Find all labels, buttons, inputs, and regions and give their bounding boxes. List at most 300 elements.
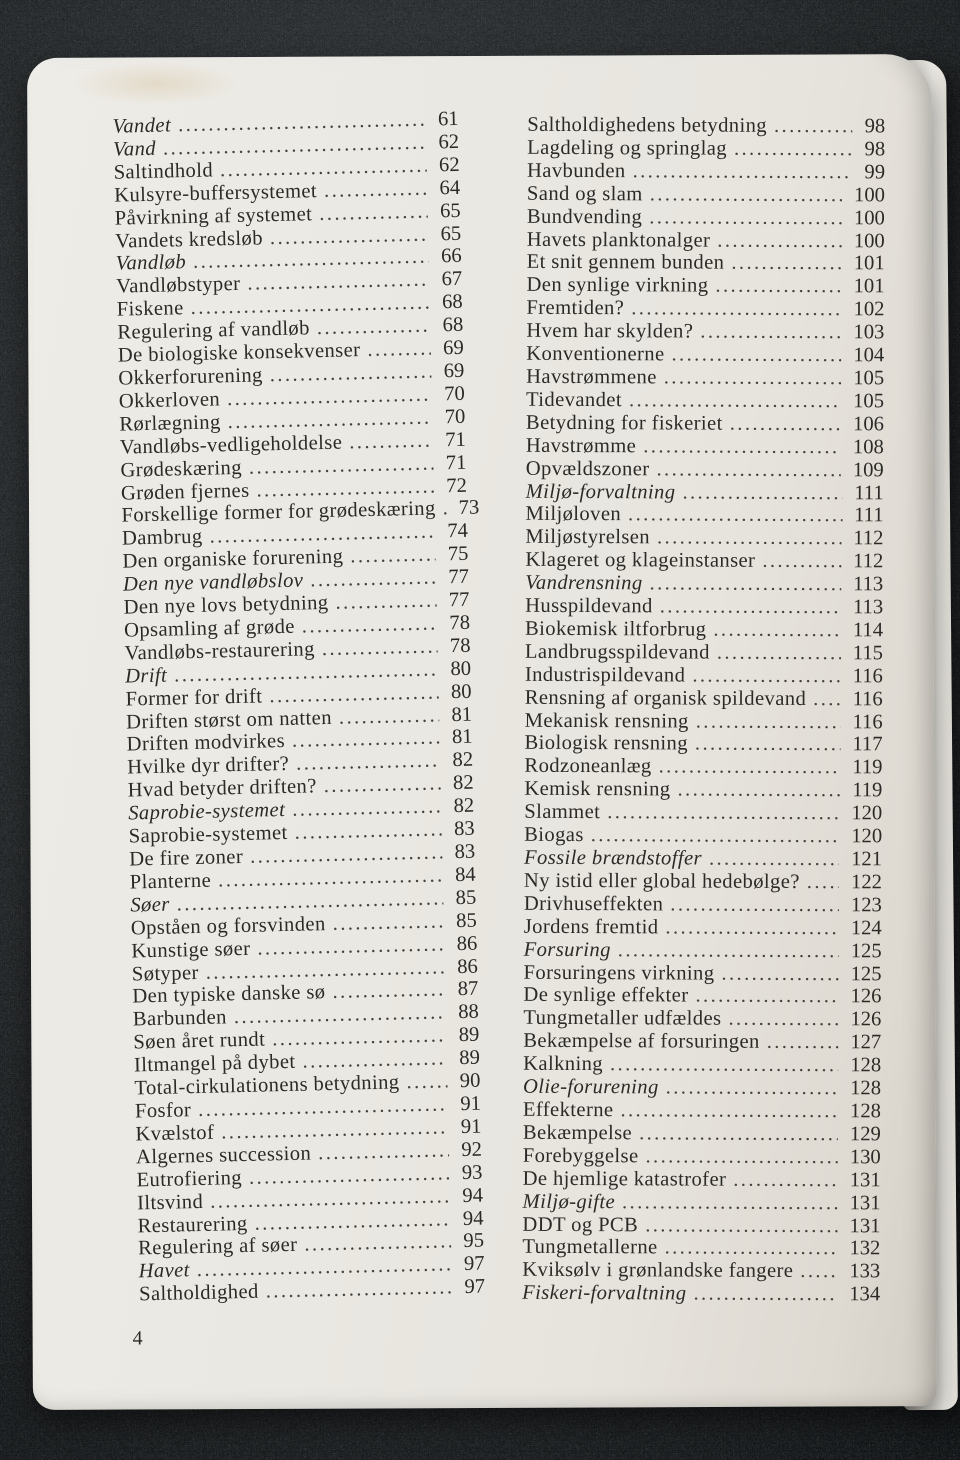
toc-leader-dots xyxy=(610,1053,838,1077)
toc-entry-page-number: 93 xyxy=(461,1161,483,1184)
toc-entry-label: Tungmetallerne xyxy=(522,1236,658,1259)
toc-leader-dots xyxy=(717,641,841,664)
toc-entry xyxy=(523,1122,881,1146)
toc-entry-label: Hvilke dyr drifter? xyxy=(126,753,290,779)
toc-entry-page-number: 114 xyxy=(852,619,884,642)
toc-leader-dots xyxy=(591,824,840,848)
toc-entry-page-number: 82 xyxy=(452,749,474,772)
toc-leader-dots xyxy=(660,595,841,619)
toc-entry-label: Miljøloven xyxy=(525,503,622,526)
toc-leader-dots xyxy=(367,338,431,362)
toc-entry-label: Dambrug xyxy=(121,526,203,550)
toc-entry-page-number: 85 xyxy=(455,886,477,909)
toc-entry-label: Eutrofiering xyxy=(136,1166,243,1192)
toc-entry-label: Betydning for fiskeriet xyxy=(525,411,723,435)
toc-entry-page-number: 101 xyxy=(853,275,885,298)
toc-entry-label: Forsuringens virkning xyxy=(523,961,715,985)
toc-entry xyxy=(524,893,882,917)
toc-entry-page-number: 116 xyxy=(852,664,883,688)
toc-entry-label: Hvad betyder driften? xyxy=(127,775,318,802)
toc-leader-dots xyxy=(670,893,839,917)
toc-leader-dots xyxy=(734,138,853,161)
toc-entry-label: Biogas xyxy=(524,823,584,847)
toc-leader-dots xyxy=(762,550,841,573)
toc-entry xyxy=(526,389,884,413)
toc-entry xyxy=(526,434,884,458)
toc-entry xyxy=(523,1030,881,1054)
toc-entry-page-number: 128 xyxy=(850,1077,882,1100)
toc-entry-label: Havbunden xyxy=(527,159,626,183)
toc-entry-label: Iltsvind xyxy=(136,1190,204,1215)
toc-entry xyxy=(523,1145,881,1169)
toc-leader-dots xyxy=(733,1168,838,1191)
toc-entry-page-number: 109 xyxy=(852,458,884,481)
toc-entry xyxy=(524,916,882,940)
toc-entry-page-number: 94 xyxy=(462,1184,484,1207)
toc-entry-page-number: 82 xyxy=(453,794,475,818)
toc-leader-dots xyxy=(728,1008,838,1031)
toc-entry-page-number: 100 xyxy=(853,229,885,252)
toc-entry-page-number: 128 xyxy=(850,1100,882,1123)
toc-entry-page-number: 117 xyxy=(852,733,883,756)
toc-leader-dots xyxy=(664,366,842,390)
toc-leader-dots xyxy=(692,664,840,688)
toc-leader-dots xyxy=(717,229,842,252)
toc-entry-label: Sand og slam xyxy=(526,182,643,206)
toc-entry-label: Lagdeling og springlag xyxy=(527,136,728,160)
toc-entry-label: Olie-forurening xyxy=(523,1075,659,1099)
toc-leader-dots xyxy=(620,1099,838,1123)
toc-entry-label: Barbunden xyxy=(132,1006,228,1031)
toc-entry-page-number: 99 xyxy=(864,161,886,184)
toc-entry xyxy=(523,1167,881,1191)
toc-leader-dots xyxy=(665,916,839,940)
toc-entry-page-number: 83 xyxy=(454,840,476,864)
toc-entry xyxy=(523,1076,881,1100)
toc-entry-page-number: 87 xyxy=(457,978,479,1001)
toc-entry-page-number: 122 xyxy=(851,871,883,894)
toc-entry-page-number: 71 xyxy=(444,428,467,451)
toc-leader-dots xyxy=(645,1145,837,1169)
toc-leader-dots xyxy=(696,710,841,734)
toc-entry-page-number: 125 xyxy=(850,939,882,962)
toc-entry-page-number: 116 xyxy=(852,710,883,733)
toc-entry-page-number: 112 xyxy=(853,527,884,550)
toc-entry xyxy=(526,480,884,504)
toc-leader-dots xyxy=(650,183,842,207)
toc-entry xyxy=(527,183,885,207)
toc-entry-label: Kulsyre-buffersystemet xyxy=(113,179,318,207)
toc-entry-page-number: 106 xyxy=(853,413,885,436)
toc-entry xyxy=(525,526,883,550)
toc-entry-label: Regulering af søer xyxy=(137,1234,298,1260)
toc-entry-page-number: 90 xyxy=(459,1069,481,1093)
toc-leader-dots xyxy=(304,1231,452,1257)
toc-entry-page-number: 131 xyxy=(849,1191,881,1214)
toc-leader-dots xyxy=(657,527,841,551)
toc-entry-label: Total-cirkulationens betydning xyxy=(134,1071,400,1100)
toc-leader-dots xyxy=(302,1048,447,1074)
toc-entry-page-number: 82 xyxy=(452,771,474,795)
toc-entry xyxy=(526,343,884,367)
toc-entry-label: Fosfor xyxy=(134,1099,192,1123)
toc-entry-page-number: 64 xyxy=(439,176,461,200)
toc-entry xyxy=(526,457,884,481)
toc-entry-page-number: 65 xyxy=(439,199,461,222)
toc-entry-page-number: 69 xyxy=(442,336,465,360)
toc-entry xyxy=(525,572,883,596)
toc-entry-label: Hvem har skylden? xyxy=(526,319,694,343)
toc-entry xyxy=(523,1007,881,1031)
toc-entry-label: Miljøstyrelsen xyxy=(525,526,651,549)
toc-entry-label: Bundvending xyxy=(526,205,643,228)
toc-entry-label: Tidevandet xyxy=(526,388,623,412)
toc-entry-page-number: 66 xyxy=(440,245,462,268)
toc-entry xyxy=(524,755,882,779)
toc-entry xyxy=(525,686,883,710)
toc-entry-page-number: 111 xyxy=(854,481,884,504)
toc-entry xyxy=(523,1053,881,1077)
toc-leader-dots xyxy=(322,635,439,661)
toc-entry xyxy=(525,595,883,619)
toc-leader-dots xyxy=(645,1214,837,1238)
toc-entry xyxy=(524,824,882,848)
toc-entry xyxy=(524,847,882,871)
toc-entry xyxy=(527,160,885,184)
toc-entry xyxy=(527,274,885,298)
toc-entry-label: Forebyggelse xyxy=(522,1144,639,1168)
toc-entry-page-number: 68 xyxy=(441,291,463,314)
toc-leader-dots xyxy=(335,590,437,615)
toc-entry-label: Forskellige former for grødeskæring xyxy=(121,497,436,528)
toc-entry-label: Husspildevand xyxy=(525,594,653,618)
toc-entry xyxy=(525,732,883,756)
toc-entry-page-number: 125 xyxy=(850,962,882,985)
toc-leader-dots xyxy=(800,1260,837,1283)
toc-entry-page-number: 94 xyxy=(462,1207,484,1230)
toc-entry-page-number: 75 xyxy=(447,542,469,566)
toc-entry-label: Grøden fjernes xyxy=(120,479,250,505)
toc-entry-page-number: 130 xyxy=(849,1145,881,1169)
toc-entry-page-number: 126 xyxy=(850,985,882,1008)
toc-entry-label: Vandløbs-restaurering xyxy=(124,638,316,665)
toc-entry-label: Effekterne xyxy=(522,1098,614,1122)
toc-entry-page-number: 97 xyxy=(464,1275,486,1299)
toc-entry-page-number: 116 xyxy=(852,687,883,711)
toc-entry xyxy=(526,503,884,527)
toc-entry-page-number: 91 xyxy=(460,1115,482,1138)
toc-entry-page-number: 86 xyxy=(456,932,478,955)
toc-entry-page-number: 124 xyxy=(850,916,882,940)
toc-leader-dots xyxy=(310,567,437,593)
toc-entry-page-number: 101 xyxy=(853,252,885,275)
toc-leader-dots xyxy=(774,115,853,138)
toc-entry-page-number: 131 xyxy=(849,1168,881,1192)
toc-entry-page-number: 80 xyxy=(450,657,472,680)
toc-entry-label: DDT og PCB xyxy=(522,1213,639,1236)
toc-entry-page-number: 126 xyxy=(850,1008,882,1031)
toc-entry-page-number: 131 xyxy=(849,1214,881,1237)
toc-entry-page-number: 78 xyxy=(449,634,471,658)
toc-columns xyxy=(27,54,936,1307)
toc-entry xyxy=(527,228,885,252)
toc-entry-label: Opvældszoner xyxy=(525,457,650,480)
toc-entry-page-number: 67 xyxy=(441,268,463,291)
toc-leader-dots xyxy=(633,160,853,184)
toc-entry-label: Former for drift xyxy=(125,685,263,711)
toc-entry-label: Vandløbs-vedligeholdelse xyxy=(119,431,343,459)
toc-entry-page-number: 65 xyxy=(440,222,462,245)
toc-leader-dots xyxy=(406,1070,448,1094)
toc-leader-dots xyxy=(682,481,842,505)
toc-entry xyxy=(524,938,882,962)
toc-entry-label: Rørlægning xyxy=(119,411,221,436)
toc-entry-label: Saltholdighed xyxy=(138,1280,259,1306)
toc-entry xyxy=(523,1099,881,1123)
toc-entry-page-number: 84 xyxy=(454,863,476,887)
toc-leader-dots xyxy=(731,252,841,275)
toc-leader-dots xyxy=(730,412,841,435)
toc-entry xyxy=(525,709,883,733)
toc-leader-dots xyxy=(659,756,841,780)
toc-entry-page-number: 102 xyxy=(853,298,885,321)
toc-entry-label: Bekæmpelse xyxy=(522,1121,633,1145)
toc-entry-label: Kemisk rensning xyxy=(524,778,671,801)
toc-entry xyxy=(525,664,883,688)
toc-entry-label: Havstrømmene xyxy=(526,365,657,389)
toc-leader-dots xyxy=(721,962,838,985)
toc-entry-label: Industrispildevand xyxy=(524,663,686,687)
toc-entry-label: De hjemlige katastrofer xyxy=(522,1167,727,1191)
toc-leader-dots xyxy=(350,544,436,569)
toc-entry-label: Iltmangel på dybet xyxy=(133,1050,296,1077)
toc-entry-page-number: 83 xyxy=(453,817,475,841)
toc-entry-label: Forsuring xyxy=(523,938,611,961)
toc-entry-label: Saltholdighedens betydning xyxy=(527,113,768,137)
toc-entry-page-number: 103 xyxy=(853,321,885,344)
toc-leader-dots xyxy=(324,773,442,799)
toc-entry-label: Kalkning xyxy=(523,1052,604,1076)
toc-leader-dots xyxy=(292,796,442,822)
toc-entry xyxy=(524,801,882,825)
toc-entry-label: Mekanisk rensning xyxy=(524,709,689,733)
toc-entry-page-number: 113 xyxy=(853,573,884,596)
toc-entry-label: Ny istid eller global hedebølge? xyxy=(523,869,800,893)
toc-leader-dots xyxy=(607,801,839,825)
toc-entry xyxy=(527,251,885,275)
toc-entry-label: Miljø-forvaltning xyxy=(525,480,676,503)
toc-leader-dots xyxy=(296,750,441,776)
toc-entry-label: Algernes succession xyxy=(135,1142,312,1169)
toc-entry-label: Fossile brændstoffer xyxy=(524,846,703,870)
toc-entry xyxy=(527,205,885,229)
toc-leader-dots xyxy=(628,504,842,528)
toc-entry-label: Vandet xyxy=(112,114,172,138)
toc-entry-label: Opsamling af grøde xyxy=(123,615,296,642)
toc-entry-page-number: 115 xyxy=(852,642,884,665)
toc-entry-label: Havet xyxy=(138,1259,191,1283)
toc-entry xyxy=(523,984,881,1008)
toc-entry-label: Klageret og klageinstanser xyxy=(525,549,756,573)
toc-leader-dots xyxy=(666,1076,839,1100)
toc-entry-label: Regulering af vandløb xyxy=(117,317,311,344)
toc-entry-label: Driften størst om natten xyxy=(125,706,333,734)
toc-entry-page-number: 70 xyxy=(444,405,466,429)
toc-entry-label: Tungmetaller udfældes xyxy=(523,1007,722,1030)
toc-entry-label: Opståen og forsvinden xyxy=(130,912,326,940)
toc-leader-dots xyxy=(339,704,440,729)
toc-entry-page-number: 89 xyxy=(459,1046,481,1070)
toc-leader-dots xyxy=(324,177,428,202)
toc-entry xyxy=(527,114,885,138)
toc-entry-page-number: 113 xyxy=(852,596,884,619)
toc-entry-label: Saltindhold xyxy=(113,159,214,184)
toc-entry-label: De biologiske konsekvenser xyxy=(117,339,361,367)
toc-entry-page-number: 77 xyxy=(448,565,470,589)
toc-entry-label: De fire zoner xyxy=(129,845,244,871)
toc-entry xyxy=(522,1282,880,1306)
toc-entry-page-number: 123 xyxy=(850,894,882,917)
toc-entry xyxy=(522,1259,880,1283)
toc-entry-page-number: 128 xyxy=(850,1054,882,1077)
toc-entry-label: Drivhuseffekten xyxy=(523,892,664,916)
toc-entry xyxy=(526,366,884,390)
toc-leader-dots xyxy=(631,298,841,322)
toc-entry-page-number: 132 xyxy=(849,1237,881,1260)
toc-leader-dots xyxy=(693,1283,837,1307)
toc-entry-label: De synlige effekter xyxy=(523,984,689,1007)
toc-entry-page-number: 120 xyxy=(851,802,883,825)
toc-entry-label: Søen året rundt xyxy=(133,1028,266,1054)
toc-entry-page-number: 88 xyxy=(457,1000,480,1024)
toc-entry-page-number: 81 xyxy=(451,726,473,749)
toc-left-column xyxy=(112,108,485,1307)
toc-entry-page-number: 69 xyxy=(443,359,465,383)
toc-entry xyxy=(524,778,882,802)
toc-entry-page-number: 81 xyxy=(451,703,473,726)
toc-entry xyxy=(525,549,883,573)
toc-entry-label: Kunstige søer xyxy=(131,937,251,963)
toc-entry-label: Miljø-gifte xyxy=(522,1190,616,1213)
toc-entry-page-number: 80 xyxy=(450,680,472,703)
toc-entry-label: Søtyper xyxy=(131,961,199,986)
toc-entry-label: Rensning af organisk spildevand xyxy=(524,686,807,710)
toc-entry-page-number: 100 xyxy=(853,206,885,229)
toc-entry-page-number: 71 xyxy=(445,451,467,474)
toc-entry-label: Saprobie-systemet xyxy=(127,799,286,825)
toc-entry-label: Havets planktonalger xyxy=(526,228,711,252)
toc-leader-dots xyxy=(713,619,841,642)
toc-entry-page-number: 72 xyxy=(446,474,468,497)
toc-entry-label: Den typiske danske sø xyxy=(132,981,326,1008)
toc-entry-label: Søer xyxy=(130,893,170,917)
toc-leader-dots xyxy=(671,343,841,367)
toc-entry-page-number: 108 xyxy=(852,435,884,459)
toc-entry-label: Okkerforurening xyxy=(118,364,263,390)
toc-entry-label: Fremtiden? xyxy=(526,297,625,320)
toc-entry-label: Landbrugsspildevand xyxy=(524,640,710,664)
toc-entry-page-number: 105 xyxy=(853,367,885,390)
toc-entry-page-number: 86 xyxy=(456,955,479,978)
toc-leader-dots xyxy=(656,458,840,482)
toc-entry xyxy=(527,137,885,161)
toc-entry-page-number: 74 xyxy=(447,520,469,543)
toc-entry-page-number: 134 xyxy=(849,1283,881,1306)
toc-leader-dots xyxy=(767,1031,839,1054)
toc-entry-page-number: 119 xyxy=(852,779,883,802)
toc-entry-page-number: 119 xyxy=(852,756,883,779)
toc-entry xyxy=(525,641,883,665)
toc-entry-label: Vandets kredsløb xyxy=(114,226,264,253)
toc-entry xyxy=(526,297,884,321)
toc-entry-label: Vand xyxy=(112,137,157,161)
page-folio: 4 xyxy=(132,1327,143,1350)
toc-leader-dots xyxy=(265,1277,452,1304)
toc-leader-dots xyxy=(349,429,434,454)
toc-entry xyxy=(526,412,884,436)
toc-leader-dots xyxy=(318,1139,450,1165)
toc-leader-dots xyxy=(665,1237,838,1261)
toc-entry-page-number: 111 xyxy=(854,504,884,527)
toc-leader-dots xyxy=(643,435,841,459)
toc-entry-page-number: 77 xyxy=(448,588,470,612)
toc-entry-label: Fiskene xyxy=(116,297,184,321)
toc-entry-page-number: 70 xyxy=(443,382,466,406)
toc-entry-label: Biologisk rensning xyxy=(524,732,688,755)
toc-entry-page-number: 85 xyxy=(455,909,477,932)
toc-leader-dots xyxy=(695,733,841,757)
toc-leader-dots xyxy=(629,389,841,413)
toc-entry-label: Jordens fremtid xyxy=(523,915,659,939)
toc-leader-dots xyxy=(442,498,447,521)
toc-leader-dots xyxy=(700,321,841,345)
toc-entry xyxy=(525,618,883,642)
toc-entry-label: Grødeskæring xyxy=(120,456,243,482)
toc-entry-page-number: 62 xyxy=(438,153,460,177)
toc-entry-page-number: 98 xyxy=(864,115,886,138)
toc-leader-dots xyxy=(622,1191,838,1215)
toc-leader-dots xyxy=(302,612,438,638)
toc-entry-label: Vandløb xyxy=(115,251,187,276)
toc-entry-label: Den nye vandløbslov xyxy=(122,569,304,596)
toc-entry xyxy=(523,1190,881,1214)
toc-leader-dots xyxy=(715,275,841,298)
toc-entry-label: Konventionerne xyxy=(526,342,665,366)
toc-entry-label: Planterne xyxy=(129,869,212,894)
toc-entry-label: Den synlige virkning xyxy=(526,274,709,297)
toc-entry-label: Bekæmpelse af forsuringen xyxy=(523,1030,760,1054)
toc-leader-dots xyxy=(294,819,442,845)
toc-entry xyxy=(522,1236,880,1260)
toc-entry xyxy=(522,1213,880,1237)
toc-right-column xyxy=(522,114,885,1307)
toc-entry-page-number: 61 xyxy=(437,107,459,131)
toc-entry-page-number: 105 xyxy=(853,390,885,413)
toc-entry-page-number: 98 xyxy=(864,138,886,161)
toc-entry-label: Vandløbstyper xyxy=(116,273,241,299)
toc-leader-dots xyxy=(332,979,446,1004)
toc-leader-dots xyxy=(317,315,431,340)
toc-leader-dots xyxy=(677,779,840,803)
toc-entry-page-number: 92 xyxy=(461,1138,483,1161)
toc-entry-label: Den organiske forurening xyxy=(122,545,344,573)
toc-entry-page-number: 91 xyxy=(460,1092,482,1116)
toc-entry-label: Påvirkning af systemet xyxy=(114,202,313,230)
toc-entry-label: Den nye lovs betydning xyxy=(123,591,329,619)
toc-leader-dots xyxy=(650,572,842,596)
toc-entry-label: Drift xyxy=(124,664,168,688)
toc-entry-label: Kvælstof xyxy=(135,1121,215,1146)
